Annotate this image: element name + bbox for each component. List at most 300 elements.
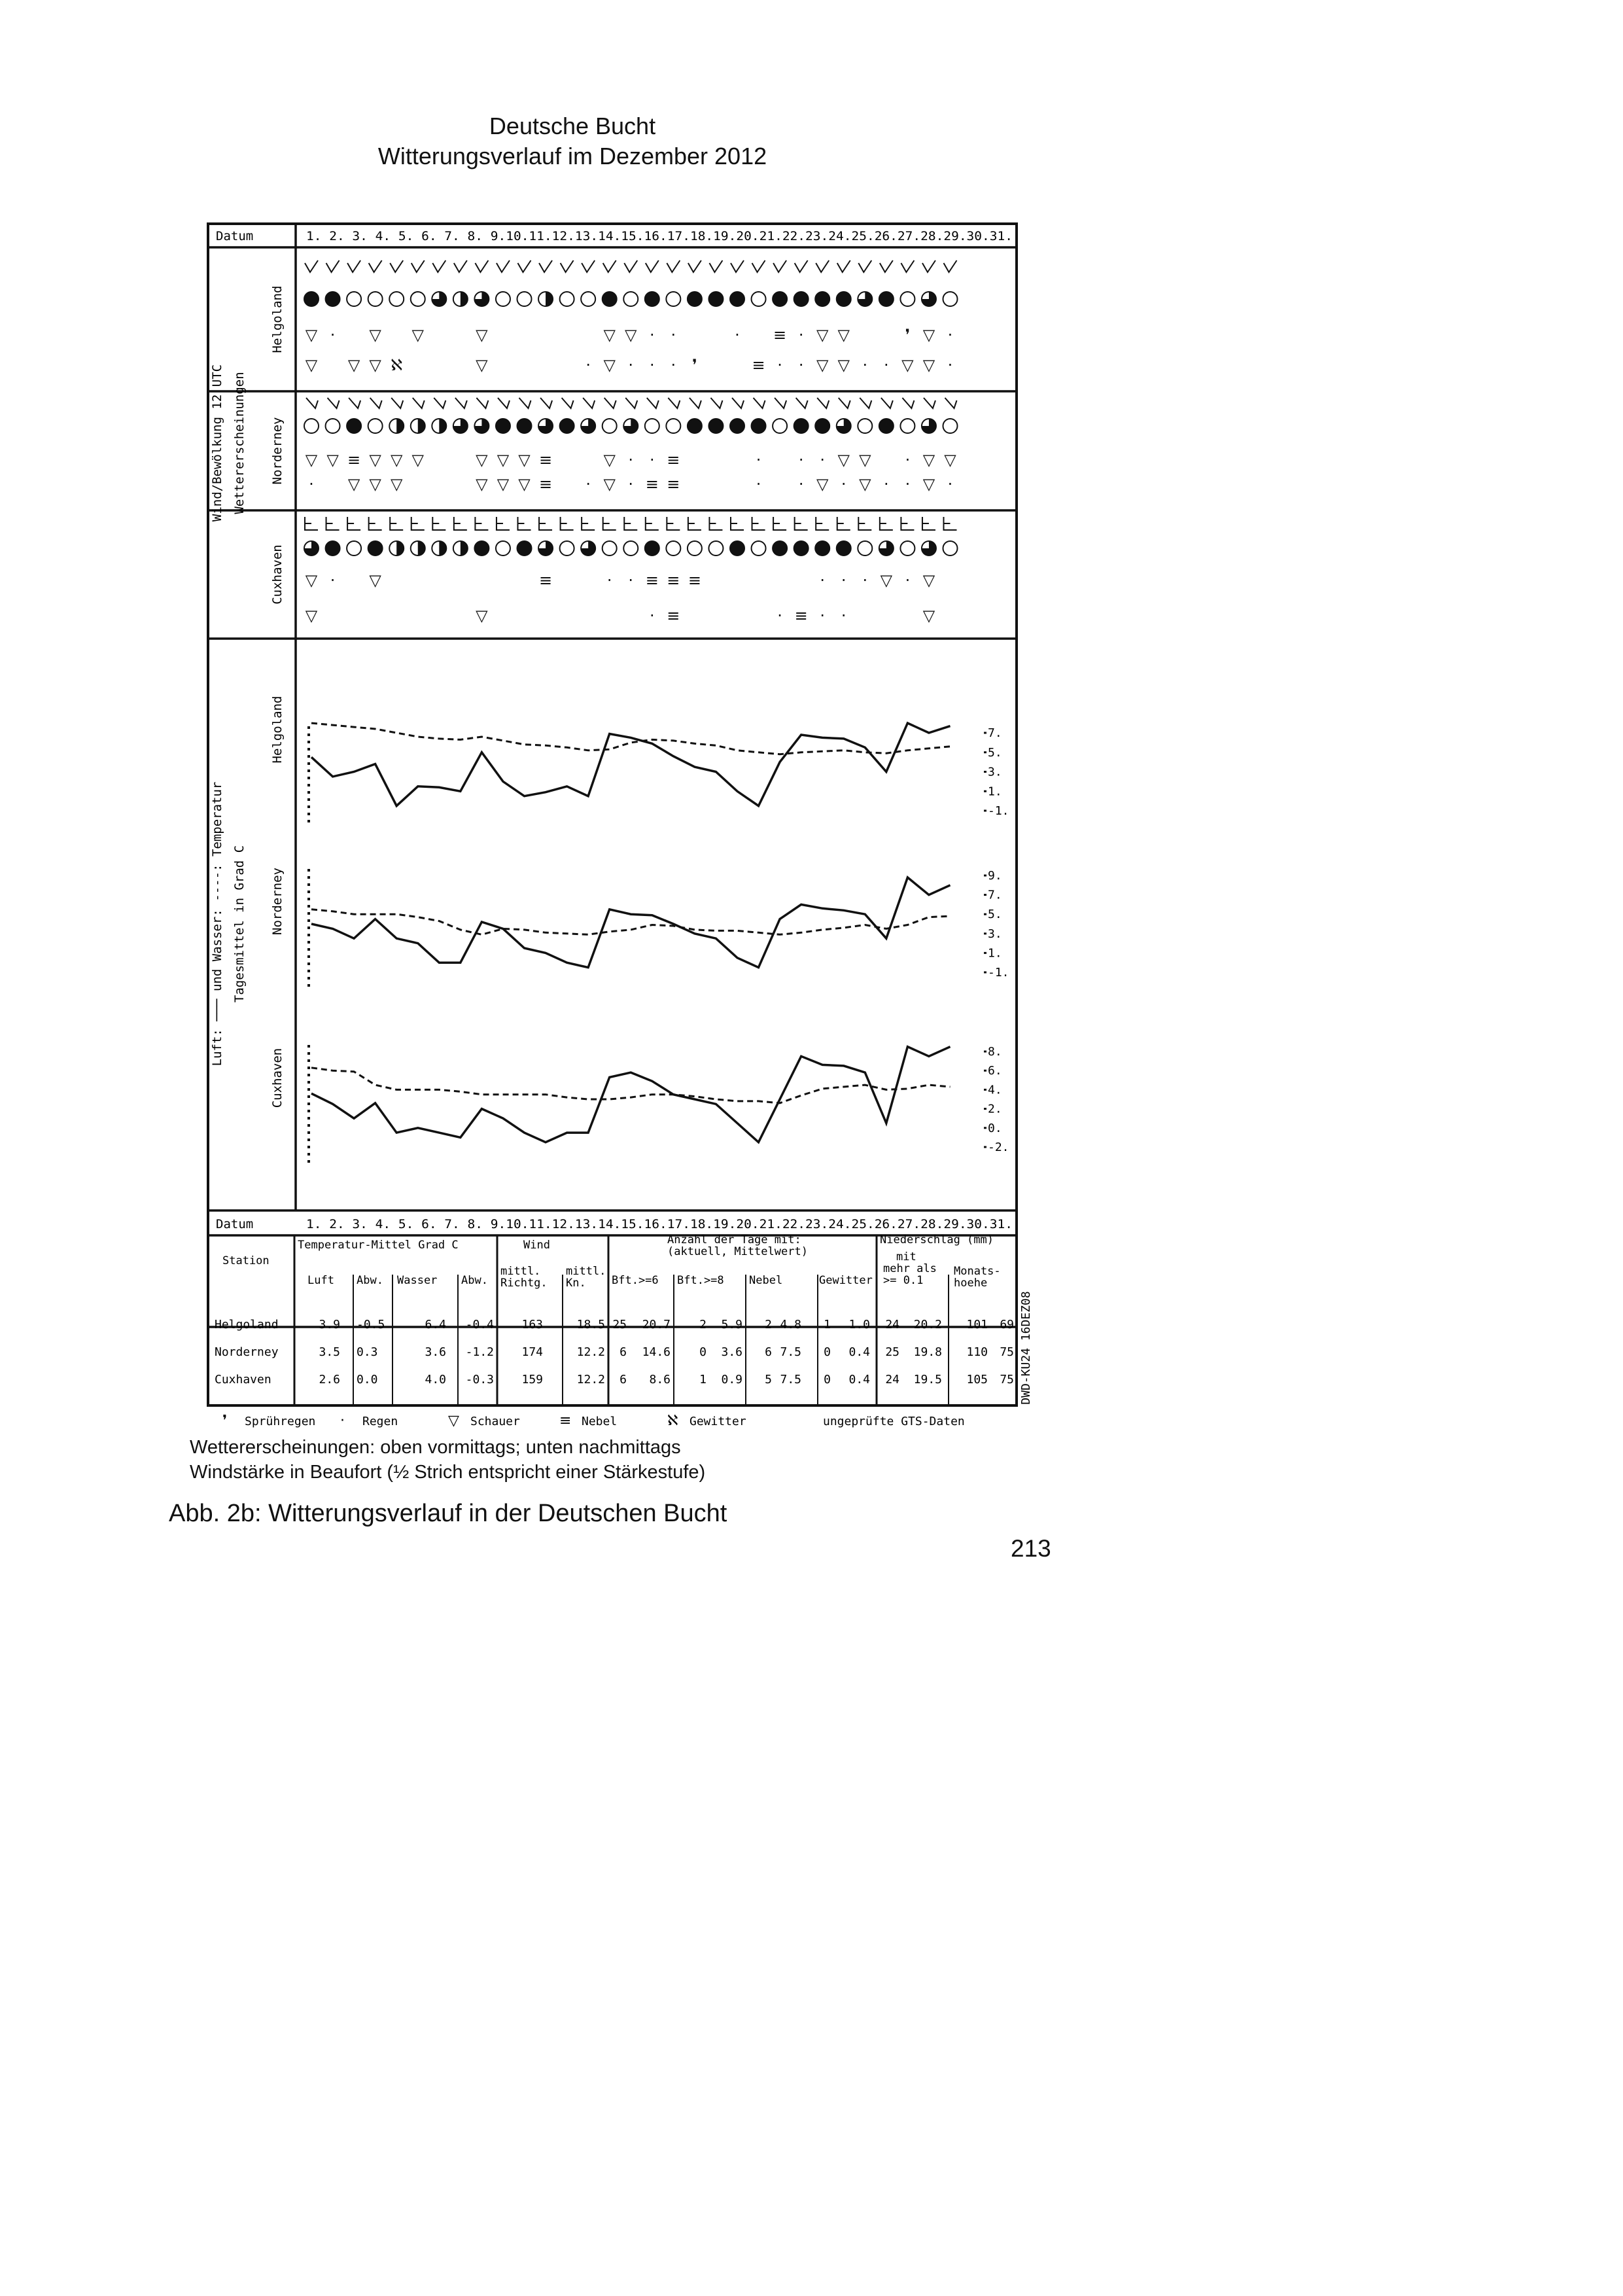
weather-symbol-norderney-vormittags-day-25: ·: [820, 451, 826, 469]
table-cell-n_m: 20.2: [913, 1318, 942, 1332]
table-cell-nebel_m: 7.5: [780, 1345, 801, 1359]
weather-symbol-helgoland-nachmittags-day-19: ❜: [692, 356, 697, 374]
wind-barb-helgoland-day-5: [390, 260, 403, 272]
table-header-days-1: Anzahl der Tage mit:: [667, 1233, 801, 1246]
y-tick-dot-left-helgoland: [307, 798, 310, 801]
table-cell-abw: 0.3: [357, 1345, 378, 1359]
cloud-symbol-cuxhaven-day-25: [815, 541, 829, 556]
wind-barb-cuxhaven-day-31: [944, 517, 957, 530]
table-cell-mh_m: 75: [1000, 1345, 1014, 1359]
y-tick-dot-left-cuxhaven: [307, 1052, 310, 1055]
weather-symbol-cuxhaven-vormittags-day-28: ▽: [880, 571, 893, 590]
label-weather-phenomena: Wettererscheinungen: [232, 372, 247, 514]
y-tick-dot-left-cuxhaven: [307, 1067, 310, 1069]
weather-symbol-norderney-vormittags-day-31: ▽: [944, 451, 956, 469]
weather-symbol-norderney-vormittags-day-2: ▽: [326, 451, 339, 469]
table-header-mehr-3: >= 0.1: [883, 1274, 924, 1287]
y-tick-dot-left-norderney: [307, 963, 310, 965]
weather-symbol-helgoland-vormittags-day-24: ·: [798, 326, 804, 344]
weather-symbol-helgoland-nachmittags-day-23: ·: [777, 356, 782, 374]
table-cell-nebel_m: 7.5: [780, 1373, 801, 1386]
datum-row-top-days: 1. 2. 3. 4. 5. 6. 7. 8. 9.10.11.12.13.14.15.16.17.18.19.20.21.22.23.24.25.26.27.28.29.30.31.: [306, 229, 1013, 243]
wind-barb-norderney-day-29: [902, 398, 914, 408]
wind-barb-norderney-day-5: [391, 398, 403, 408]
table-header-temperature: Temperatur-Mittel Grad C: [298, 1239, 459, 1252]
weather-symbol-helgoland-vormittags-day-1: ▽: [305, 326, 318, 344]
y-tick-label-norderney: 3.: [988, 927, 1002, 941]
cloud-fill-cuxhaven-day-7: [439, 541, 446, 556]
cloud-symbol-helgoland-day-24: [794, 292, 809, 306]
wind-barb-norderney-day-31: [945, 398, 957, 408]
cloud-symbol-helgoland-day-17: [645, 292, 659, 306]
table-cell-bft6_m: 20.7: [642, 1318, 671, 1332]
wind-barb-norderney-day-21: [732, 398, 744, 408]
weather-symbol-cuxhaven-vormittags-day-12: ≡: [538, 571, 553, 590]
weather-symbol-norderney-vormittags-day-27: ▽: [859, 451, 871, 469]
table-cell-bft8_m: 0.9: [721, 1373, 742, 1386]
wind-barb-norderney-day-8: [455, 398, 467, 408]
y-tick-dot-left-helgoland: [307, 813, 310, 815]
table-cell-nebel_a: 5: [765, 1373, 772, 1386]
cloud-symbol-cuxhaven-day-16: [623, 541, 638, 556]
weather-symbol-cuxhaven-nachmittags-day-23: ·: [777, 607, 782, 625]
weather-symbol-helgoland-vormittags-day-17: ·: [649, 326, 655, 344]
table-cell-abw: 0.0: [357, 1373, 378, 1386]
legend-note: ungeprüfte GTS-Daten: [823, 1415, 965, 1428]
table-cell-bft8_m: 3.6: [721, 1345, 742, 1359]
y-tick-dot-left-norderney: [307, 876, 310, 879]
cloud-symbol-norderney-day-17: [645, 419, 659, 433]
weather-symbol-cuxhaven-vormittags-day-18: ≡: [667, 571, 680, 590]
table-cell-mh_a: 101: [966, 1318, 988, 1332]
cloud-symbol-cuxhaven-day-20: [708, 541, 723, 556]
wind-barb-cuxhaven-day-9: [475, 517, 488, 530]
table-cell-mh_a: 110: [966, 1345, 988, 1359]
table-cell-gew_a: 0: [824, 1345, 831, 1359]
wind-barb-norderney-day-26: [839, 398, 850, 408]
y-tick-label-cuxhaven: 0.: [988, 1121, 1002, 1135]
wind-barb-norderney-day-6: [413, 398, 425, 408]
wind-barb-cuxhaven-day-4: [369, 517, 382, 530]
weather-symbol-norderney-vormittags-day-3: ≡: [347, 451, 361, 469]
weather-symbol-cuxhaven-vormittags-day-26: ·: [841, 571, 846, 590]
table-cell-kn: 12.2: [576, 1345, 605, 1359]
cloud-symbol-cuxhaven-day-27: [858, 541, 872, 556]
table-header-mehr-1: mit: [896, 1250, 916, 1263]
weather-symbol-helgoland-vormittags-day-26: ▽: [837, 326, 850, 344]
y-tick-label-norderney: 9.: [988, 869, 1002, 883]
wind-barb-norderney-day-7: [434, 398, 445, 408]
wind-barb-helgoland-day-9: [475, 260, 488, 272]
wind-barb-helgoland-day-17: [646, 260, 659, 272]
wind-barb-cuxhaven-day-29: [901, 517, 914, 530]
table-header-abw: Abw.: [357, 1274, 383, 1287]
weather-symbol-norderney-vormittags-day-12: ≡: [538, 451, 553, 469]
legend-label: Gewitter: [689, 1415, 746, 1428]
cloud-symbol-cuxhaven-day-29: [900, 541, 915, 556]
wind-barb-helgoland-day-11: [518, 260, 531, 272]
wind-barb-cuxhaven-day-7: [432, 517, 445, 530]
y-tick-dot-left-norderney: [307, 977, 310, 980]
y-tick-label-helgoland: 3.: [988, 765, 1002, 779]
cloud-symbol-norderney-day-25: [815, 419, 829, 433]
legend-label: Sprühregen: [245, 1415, 316, 1428]
cloud-symbol-helgoland-day-19: [688, 292, 702, 306]
weather-symbol-helgoland-nachmittags-day-3: ▽: [347, 356, 360, 374]
wind-barb-cuxhaven-day-18: [667, 517, 680, 530]
y-tick-dot-left-cuxhaven: [307, 1095, 310, 1098]
weather-symbol-helgoland-vormittags-day-16: ▽: [625, 326, 637, 344]
wind-barb-cuxhaven-day-5: [390, 517, 403, 530]
temperature-plots: [307, 723, 1009, 1163]
y-tick-dot-left-helgoland: [307, 791, 310, 794]
y-tick-dot-left-cuxhaven: [307, 1131, 310, 1134]
table-header-wasser: Wasser: [397, 1274, 438, 1287]
y-tick-dot-left-cuxhaven: [307, 1088, 310, 1091]
y-tick-label-norderney: 1.: [988, 946, 1002, 961]
weather-symbol-helgoland-nachmittags-day-24: ·: [798, 356, 804, 374]
wind-barb-helgoland-day-4: [369, 260, 382, 272]
weather-symbol-cuxhaven-vormittags-day-1: ▽: [305, 571, 318, 590]
y-tick-dot-left-helgoland: [307, 777, 310, 779]
label-temp-station-helgoland: Helgoland: [270, 696, 285, 764]
weather-symbol-norderney-nachmittags-day-10: ▽: [497, 475, 510, 493]
y-tick-dot-left-cuxhaven: [307, 1153, 310, 1156]
table-cell-n_a: 24: [885, 1318, 899, 1332]
y-tick-dot-left-helgoland: [307, 741, 310, 743]
y-tick-dot-left-cuxhaven: [307, 1124, 310, 1127]
wind-barb-helgoland-day-25: [816, 260, 829, 272]
cloud-symbol-cuxhaven-day-22: [752, 541, 766, 556]
wind-barb-cuxhaven-day-26: [837, 517, 850, 530]
y-tick-dot-left-helgoland: [307, 755, 310, 758]
table-header-richtg-2: Richtg.: [500, 1277, 548, 1290]
table-header-monat-1: Monats-: [954, 1265, 1001, 1278]
table-cell-gew_a: 1: [824, 1318, 831, 1332]
wind-barb-cuxhaven-day-22: [752, 517, 765, 530]
cloud-symbol-cuxhaven-day-9: [474, 541, 489, 556]
cloud-symbol-norderney-day-18: [666, 419, 680, 433]
weather-symbol-norderney-nachmittags-day-4: ▽: [369, 475, 381, 493]
wind-barb-helgoland-day-23: [773, 260, 786, 272]
wind-barb-helgoland-day-20: [709, 260, 722, 272]
y-tick-dot-left-norderney: [307, 941, 310, 944]
weather-symbol-helgoland-nachmittags-day-4: ▽: [369, 356, 381, 374]
weather-symbol-cuxhaven-vormittags-day-25: ·: [820, 571, 826, 590]
weather-symbol-helgoland-vormittags-day-29: ❜: [905, 326, 911, 344]
summary-table: [215, 1233, 1033, 1405]
wind-barb-norderney-day-4: [370, 398, 382, 408]
table-cell-nebel_a: 2: [765, 1318, 772, 1332]
weather-symbol-norderney-nachmittags-day-31: ·: [947, 475, 953, 493]
table-cell-bft6_m: 14.6: [642, 1345, 671, 1359]
y-tick-label-cuxhaven: -2.: [988, 1140, 1009, 1154]
weather-symbol-norderney-vormittags-day-29: ·: [905, 451, 911, 469]
y-tick-label-norderney: 7.: [988, 888, 1002, 902]
table-cell-abw: -0.5: [357, 1318, 385, 1332]
label-station-helgoland: Helgoland: [270, 285, 285, 353]
cloud-symbol-helgoland-day-18: [666, 292, 680, 306]
cloud-symbol-cuxhaven-day-17: [645, 541, 659, 556]
weather-symbol-cuxhaven-nachmittags-day-26: ·: [841, 607, 846, 625]
table-cell-richtg: 174: [521, 1345, 543, 1359]
cloud-symbol-helgoland-day-13: [560, 292, 574, 306]
wind-barb-helgoland-day-6: [411, 260, 425, 272]
weather-symbol-helgoland-nachmittags-day-25: ▽: [816, 356, 829, 374]
y-tick-dot-left-helgoland: [307, 762, 310, 765]
table-cell-n_m: 19.5: [913, 1373, 942, 1386]
weather-symbol-helgoland-nachmittags-day-30: ▽: [922, 356, 935, 374]
y-tick-dot-left-norderney: [307, 898, 310, 900]
wind-barb-helgoland-day-21: [731, 260, 744, 272]
table-cell-nebel_a: 6: [765, 1345, 772, 1359]
cloud-symbol-cuxhaven-day-2: [326, 541, 340, 556]
cloud-symbol-cuxhaven-day-10: [496, 541, 510, 556]
wind-barb-norderney-day-12: [540, 398, 552, 408]
weather-symbol-norderney-nachmittags-day-24: ·: [798, 475, 804, 493]
weather-symbol-helgoland-nachmittags-day-15: ▽: [603, 356, 616, 374]
cloud-symbol-cuxhaven-day-31: [943, 541, 958, 556]
wind-barb-norderney-day-25: [817, 398, 829, 408]
weather-symbol-helgoland-nachmittags-day-27: ·: [862, 356, 868, 374]
y-tick-dot-left-norderney: [307, 869, 310, 872]
cloud-symbol-helgoland-day-4: [368, 292, 383, 306]
y-tick-label-helgoland: 1.: [988, 785, 1002, 799]
weather-symbol-norderney-vormittags-day-1: ▽: [305, 451, 318, 469]
cloud-symbol-cuxhaven-day-18: [666, 541, 680, 556]
wind-barb-cuxhaven-day-14: [582, 517, 595, 530]
cloud-symbol-helgoland-day-25: [815, 292, 829, 306]
y-tick-dot-left-norderney: [307, 905, 310, 908]
label-station-cuxhaven: Cuxhaven: [270, 544, 285, 605]
weather-symbol-cuxhaven-vormittags-day-2: ·: [330, 571, 336, 590]
y-tick-dot-left-cuxhaven: [307, 1059, 310, 1062]
cloud-symbol-helgoland-day-1: [304, 292, 319, 306]
wind-barb-cuxhaven-day-8: [454, 517, 467, 530]
weather-symbol-helgoland-vormittags-day-25: ▽: [816, 326, 829, 344]
table-cell-bft8_a: 2: [699, 1318, 707, 1332]
table-header-days-2: (aktuell, Mittelwert): [667, 1245, 808, 1258]
cloud-symbol-cuxhaven-day-26: [837, 541, 851, 556]
cloud-symbol-norderney-day-29: [900, 419, 915, 433]
wind-barb-helgoland-day-14: [582, 260, 595, 272]
y-tick-label-helgoland: 7.: [988, 726, 1002, 740]
weather-symbol-helgoland-vormittags-day-23: ≡: [773, 326, 787, 344]
weather-symbol-norderney-nachmittags-day-27: ▽: [859, 475, 871, 493]
wind-barb-helgoland-day-26: [837, 260, 850, 272]
cloud-symbol-norderney-day-22: [752, 419, 766, 433]
table-cell-n_a: 24: [885, 1373, 899, 1386]
legend-symbol: ·: [340, 1413, 345, 1429]
label-temperature-legend: Luft: ─── und Wasser: ----: Temperatur: [210, 781, 224, 1067]
weather-symbol-norderney-nachmittags-day-25: ▽: [816, 475, 829, 493]
cloud-symbol-cuxhaven-day-15: [602, 541, 617, 556]
cloud-symbol-norderney-day-21: [730, 419, 744, 433]
weather-symbol-cuxhaven-nachmittags-day-9: ▽: [476, 607, 488, 625]
wind-barb-cuxhaven-day-15: [603, 517, 616, 530]
y-tick-dot-left-cuxhaven: [307, 1074, 310, 1076]
cloud-fill-norderney-day-5: [396, 419, 404, 433]
y-tick-label-norderney: 5.: [988, 908, 1002, 922]
cloud-symbol-norderney-day-27: [858, 419, 872, 433]
y-tick-dot-left-cuxhaven: [307, 1146, 310, 1148]
y-tick-dot-left-cuxhaven: [307, 1081, 310, 1084]
cloud-symbol-norderney-day-19: [688, 419, 702, 433]
wind-barb-cuxhaven-day-16: [624, 517, 637, 530]
cloud-fill-cuxhaven-day-8: [461, 541, 468, 556]
table-header-richtg-1: mittl.: [500, 1265, 541, 1278]
wind-barb-helgoland-day-31: [944, 260, 957, 272]
cloud-fill-helgoland-day-8: [461, 292, 468, 306]
wind-barb-cuxhaven-day-3: [347, 517, 360, 530]
y-tick-dot-left-norderney: [307, 984, 310, 987]
y-tick-dot-left-cuxhaven: [307, 1139, 310, 1141]
weather-symbol-norderney-nachmittags-day-16: ·: [628, 475, 634, 493]
table-header-nebel: Nebel: [749, 1274, 783, 1287]
table-cell-wasser: 6.4: [425, 1318, 446, 1332]
wind-barb-norderney-day-28: [881, 398, 893, 408]
weather-symbol-helgoland-vormittags-day-15: ▽: [603, 326, 616, 344]
wind-barb-helgoland-day-13: [561, 260, 574, 272]
table-header-kn-1: mittl.: [566, 1265, 606, 1278]
cloud-symbol-cuxhaven-day-4: [368, 541, 383, 556]
wind-barb-cuxhaven-day-28: [880, 517, 893, 530]
weather-symbol-helgoland-nachmittags-day-17: ·: [649, 356, 655, 374]
weather-symbol-cuxhaven-nachmittags-day-24: ≡: [794, 607, 808, 625]
cloud-symbol-norderney-day-11: [517, 419, 532, 433]
legend-symbol: ❜: [222, 1413, 228, 1429]
wind-barb-norderney-day-14: [583, 398, 595, 408]
product-code: DWD-KU24 16DEZ08: [1019, 1291, 1033, 1405]
y-tick-dot-left-norderney: [307, 919, 310, 922]
weather-symbol-helgoland-nachmittags-day-14: ·: [585, 356, 591, 374]
table-header-abw2: Abw.: [461, 1274, 488, 1287]
weather-symbol-norderney-vormittags-day-24: ·: [798, 451, 804, 469]
label-temp-station-norderney: Norderney: [270, 868, 285, 935]
wind-barb-helgoland-day-27: [858, 260, 871, 272]
weather-symbol-cuxhaven-vormittags-day-16: ·: [628, 571, 634, 590]
y-tick-dot-left-cuxhaven: [307, 1160, 310, 1163]
wind-barb-cuxhaven-day-2: [326, 517, 340, 530]
table-cell-bft8_m: 5.9: [721, 1318, 742, 1332]
wind-barb-norderney-day-16: [625, 398, 637, 408]
table-cell-bft6_a: 25: [612, 1318, 627, 1332]
cloud-symbol-cuxhaven-day-3: [347, 541, 361, 556]
wind-barb-norderney-day-22: [754, 398, 765, 408]
datum-row-bottom-label: Datum: [216, 1217, 254, 1231]
figure-caption: Abb. 2b: Witterungsverlauf in der Deutschen Bucht: [169, 1500, 727, 1527]
legend-symbol: ℵ: [667, 1413, 678, 1429]
weather-symbol-norderney-vormittags-day-9: ▽: [476, 451, 488, 469]
weather-symbol-helgoland-nachmittags-day-28: ·: [884, 356, 889, 374]
weather-symbol-norderney-vormittags-day-4: ▽: [369, 451, 381, 469]
cloud-symbol-norderney-day-4: [368, 419, 383, 433]
weather-symbol-norderney-vormittags-day-11: ▽: [518, 451, 531, 469]
weather-symbol-norderney-nachmittags-day-30: ▽: [922, 475, 935, 493]
wind-barb-helgoland-day-10: [497, 260, 510, 272]
cloud-symbol-cuxhaven-day-11: [517, 541, 532, 556]
y-tick-label-cuxhaven: 8.: [988, 1045, 1002, 1059]
weather-symbol-helgoland-nachmittags-day-29: ▽: [901, 356, 914, 374]
wind-barb-helgoland-day-7: [432, 260, 445, 272]
cloud-symbol-helgoland-day-14: [581, 292, 595, 306]
wind-barb-norderney-day-17: [647, 398, 659, 408]
y-tick-label-cuxhaven: 4.: [988, 1083, 1002, 1097]
temp-line-helgoland-luft: [311, 723, 951, 806]
datum-row-bottom-days: 1. 2. 3. 4. 5. 6. 7. 8. 9.10.11.12.13.14.15.16.17.18.19.20.21.22.23.24.25.26.27.28.29.30.31.: [306, 1217, 1013, 1231]
y-tick-dot-left-norderney: [307, 955, 310, 958]
wind-barb-helgoland-day-29: [901, 260, 914, 272]
cloud-symbol-cuxhaven-day-13: [560, 541, 574, 556]
y-tick-dot-left-norderney: [307, 891, 310, 893]
table-cell-bft6_m: 8.6: [649, 1373, 671, 1386]
y-tick-dot-left-helgoland: [307, 769, 310, 772]
weather-symbol-norderney-nachmittags-day-14: ·: [585, 475, 591, 493]
weather-symbol-norderney-nachmittags-day-11: ▽: [518, 475, 531, 493]
wind-barb-helgoland-day-8: [454, 260, 467, 272]
wind-barb-cuxhaven-day-17: [646, 517, 659, 530]
cloud-symbol-helgoland-day-11: [517, 292, 532, 306]
table-cell-station: Norderney: [215, 1345, 279, 1359]
table-cell-wasser: 4.0: [425, 1373, 446, 1386]
table-header-bft6: Bft.>=6: [612, 1274, 659, 1287]
wind-barb-helgoland-day-2: [326, 260, 340, 272]
cloud-symbol-helgoland-day-6: [411, 292, 425, 306]
wind-barb-cuxhaven-day-20: [709, 517, 722, 530]
weather-symbol-norderney-nachmittags-day-29: ·: [905, 475, 911, 493]
y-tick-dot-left-cuxhaven: [307, 1045, 310, 1048]
wind-barb-helgoland-day-18: [667, 260, 680, 272]
weather-symbol-cuxhaven-vormittags-day-4: ▽: [369, 571, 381, 590]
table-cell-richtg: 163: [521, 1318, 543, 1332]
y-tick-label-helgoland: -1.: [988, 804, 1009, 818]
table-cell-n_a: 25: [885, 1345, 899, 1359]
wind-barb-helgoland-day-12: [539, 260, 552, 272]
table-header-gewitter: Gewitter: [819, 1274, 873, 1287]
weather-symbol-norderney-nachmittags-day-28: ·: [884, 475, 889, 493]
weather-symbol-cuxhaven-vormittags-day-15: ·: [606, 571, 612, 590]
table-cell-bft8_a: 0: [699, 1345, 707, 1359]
cloud-symbol-helgoland-day-20: [708, 292, 723, 306]
wind-barb-cuxhaven-day-19: [688, 517, 701, 530]
y-tick-dot-left-norderney: [307, 883, 310, 886]
table-cell-kn: 18.5: [576, 1318, 605, 1332]
cloud-symbol-norderney-day-15: [602, 419, 617, 433]
y-tick-label-helgoland: 5.: [988, 745, 1002, 760]
y-tick-dot-left-cuxhaven: [307, 1110, 310, 1112]
label-temperature-unit: Tagesmittel in Grad C: [232, 845, 247, 1003]
weather-symbol-norderney-vormittags-day-30: ▽: [922, 451, 935, 469]
weather-symbol-helgoland-vormittags-day-4: ▽: [369, 326, 381, 344]
cloud-symbol-norderney-day-2: [326, 419, 340, 433]
weather-symbol-norderney-vormittags-day-18: ≡: [667, 451, 680, 469]
legend-label: Nebel: [582, 1415, 618, 1428]
table-cell-abw2: -0.4: [465, 1318, 494, 1332]
table-cell-abw2: -1.2: [465, 1345, 494, 1359]
wind-barb-cuxhaven-day-1: [305, 517, 318, 530]
y-tick-dot-left-norderney: [307, 927, 310, 929]
legend-symbol: ▽: [448, 1413, 459, 1429]
weather-symbol-norderney-vormittags-day-6: ▽: [411, 451, 424, 469]
y-tick-dot-left-norderney: [307, 934, 310, 936]
table-header-monat-2: hoehe: [954, 1277, 988, 1290]
wind-barb-helgoland-day-19: [688, 260, 701, 272]
weather-symbol-norderney-vormittags-day-22: ·: [756, 451, 761, 469]
table-header-station: Station: [222, 1254, 270, 1267]
weather-symbol-norderney-nachmittags-day-15: ▽: [603, 475, 616, 493]
wind-barb-cuxhaven-day-30: [922, 517, 935, 530]
cloud-fill-norderney-day-7: [439, 419, 446, 433]
